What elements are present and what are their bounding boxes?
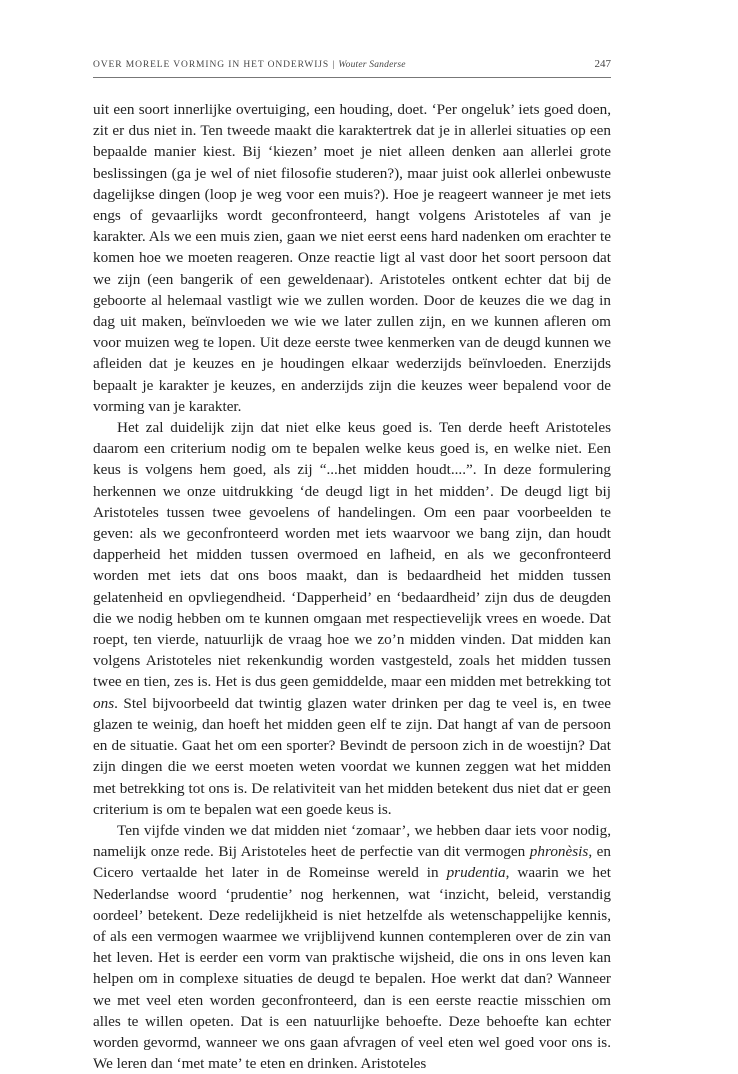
term-prudentia: prudentia <box>446 864 506 882</box>
running-title: OVER MORELE VORMING IN HET ONDERWIJS | Wouter Sanderse <box>93 60 406 70</box>
header-divider <box>93 77 611 78</box>
paragraph-2: Het zal duidelijk zijn dat niet elke keus goed is. Ten derde heeft Aristoteles daarom een criterium nodig om te bepalen welke keus goed is, en welke niet. Een keus is volgens hem goed, als zij “...het midden houdt....”. In deze formulering herkennen we onze uitdrukking ‘de deugd ligt in het midden’. De deugd ligt bij Aristoteles tussen twee gevoelens of handelingen. Om een paar voorbeelden te geven: als we geconfronteerd worden met iets waarvoor we bang zijn, dan houdt dapperheid het midden tussen overmoed en lafheid, en als we geconfronteerd worden met iets dat ons boos maakt, dan is bedaardheid het midden tussen gelatenheid en opvliegendheid. ‘Dapperheid’ en ‘bedaardheid’ zijn dus de deugden die we nodig hebben om te kunnen omgaan met respectievelijk vrees en woede. Dat roept, ten vierde, natuurlijk de vraag hoe we zo’n midden vinden. Dat midden kan volgens Aristoteles niet rekenkundig worden vastgesteld, zoals het midden tussen twee en tien, zes is. Het is dus geen gemiddelde, maar een midden met betrekking tot ons. Stel bijvoorbeeld dat twintig glazen water drinken per dag te veel is, en twee glazen te weinig, dan hoeft het midden geen elf te zijn. Dat hangt af van de persoon en de situatie. Gaat het om een sporter? Bevindt de persoon zich in de woestijn? Dat zijn dingen die we eerst moeten weten voordat we kunnen zeggen wat het midden met betrekking tot ons is. De relativiteit van het midden betekent dus niet dat er geen criterium is om te bepalen wat een goede keus is. <box>93 419 611 818</box>
term-phronesis: phronèsis <box>529 843 589 861</box>
author-name: Wouter Sanderse <box>338 60 406 70</box>
paragraph-1: uit een soort innerlijke overtuiging, een houding, doet. ‘Per ongeluk’ iets goed doen, zit er dus niet in. Ten tweede maakt die karaktertrek dat je in allerlei situaties op een bepaalde manier kiest. Bij ‘kiezen’ moet je niet alleen denken aan allerlei grote beslissingen (ga je wel of niet filosofie studeren?), maar juist ook allerlei onbewuste dagelijkse dingen (loop je weg voor een muis?). Hoe je reageert wanneer je met iets engs of gevaarlijks wordt geconfronteerd, hangt volgens Aristoteles af van je karakter. Als we een muis zien, gaan we niet eerst eens hard nadenken om erachter te komen hoe we moeten reageren. Onze reactie ligt al vast door het soort persoon dat we zijn (een bangerik of een geweldenaar). Aristoteles ontkent echter dat bij de geboorte al helemaal vastligt wie we zullen worden. Door de keuzes die we dag in dag uit maken, beïnvloeden we wie we later zullen zijn, en we kunnen afleren om voor muizen weg te lopen. Uit deze eerste twee kenmerken van de deugd kunnen we afleiden dat je keuzes en je houdingen elkaar wederzijds beïnvloeden. Enerzijds bepaalt je karakter je keuzes, en anderzijds zijn die keuzes weer bepalend voor de vorming van je karakter. <box>93 101 611 415</box>
running-header <box>93 58 611 70</box>
emphasis-ons: ons <box>93 694 115 712</box>
page-body <box>93 99 611 1074</box>
page-number: 247 <box>594 58 611 70</box>
paragraph-3: Ten vijfde vinden we dat midden niet ‘zomaar’, we hebben daar iets voor nodig, namelijk onze rede. Bij Aristoteles heet de perfectie van dit vermogen phronèsis, en Cicero vertaalde het later in de Romeinse wereld in prudentia, waarin we het Nederlandse woord ‘prudentie’ nog herkennen, wat ‘inzicht, beleid, verstandig oordeel’ betekent. Deze redelijkheid is niet hetzelfde als wetenschappelijke kennis, of als een vermogen waarmee we vrijblijvend kunnen contempleren over de zin van het leven. Het is eerder een vorm van praktische wijsheid, die ons in ons leven kan helpen om in complexe situaties de deugd te bepalen. Hoe werkt dat dan? Wanneer we met veel eten worden geconfronteerd, dan is een eerste reactie misschien om alles te willen opeten. Dat is een natuurlijke behoefte. Deze behoefte kan echter worden gevormd, wanneer we ons gaan afvragen of veel eten wel goed voor ons is. We leren dan ‘met mate’ te eten en drinken. Aristoteles <box>93 821 611 1073</box>
